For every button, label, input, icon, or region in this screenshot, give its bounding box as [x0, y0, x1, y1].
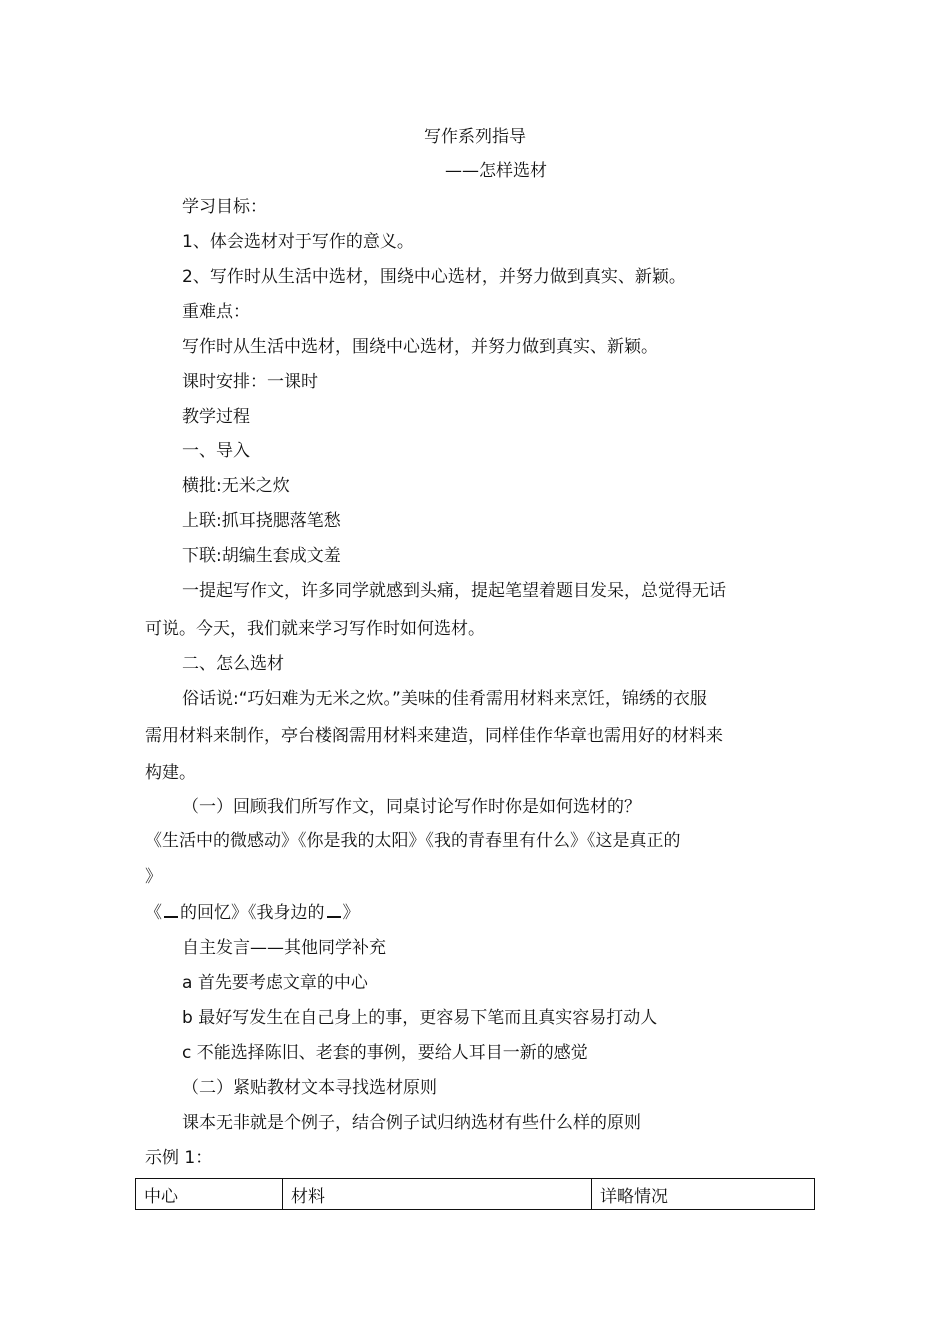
how-paragraph-line: 需用材料来制作，亭台楼阁需用材料来建造，同样佳作华章也需用好的材料来	[145, 726, 723, 746]
review-point-c: c 不能选择陈旧、老套的事例，要给人耳目一新的感觉	[182, 1043, 588, 1063]
intro-heading: 一、导入	[182, 441, 250, 461]
example-label: 示例 1：	[145, 1148, 213, 1168]
table-header-cell: 中心	[136, 1179, 283, 1210]
process-heading: 教学过程	[182, 407, 250, 427]
how-heading: 二、怎么选材	[182, 654, 284, 674]
key-points-text: 写作时从生活中选材，围绕中心选材，并努力做到真实、新颖。	[182, 337, 658, 357]
how-paragraph-line: 构建。	[145, 763, 196, 783]
title-fragment: 》	[342, 903, 360, 923]
example-table	[135, 1178, 815, 1210]
intro-paragraph-line: 可说。今天，我们就来学习写作时如何选材。	[145, 619, 485, 639]
table-header-cell: 材料	[283, 1179, 592, 1210]
review-point-b: b 最好写发生在自己身上的事，更容易下笔而且真实容易打动人	[182, 1008, 658, 1028]
title-fragment: 的回忆》《我身边的	[180, 903, 325, 923]
couplet-lower: 下联:胡编生套成文羞	[182, 546, 341, 566]
intro-paragraph-line: 一提起写作文，许多同学就感到头痛，提起笔望着题目发呆，总觉得无话	[182, 581, 726, 601]
discussion-text: 自主发言——其他同学补充	[182, 938, 386, 958]
key-points-heading: 重难点：	[182, 302, 250, 322]
document-title: 写作系列指导	[424, 127, 526, 147]
review-titles-line: 《生活中的微感动》《你是我的太阳》《我的青春里有什么》《这是真正的	[145, 831, 681, 851]
title-fragment: 《	[145, 903, 162, 923]
couplet-upper: 上联:抓耳挠腮落笔愁	[182, 511, 341, 531]
fill-blank	[164, 902, 178, 918]
review-titles-line: 》	[145, 867, 162, 887]
table-header-cell: 详略情况	[592, 1179, 815, 1210]
goal-item: 1、体会选材对于写作的意义。	[182, 232, 414, 252]
review-heading: （一）回顾我们所写作文，同桌讨论写作时你是如何选材的？	[182, 797, 641, 817]
textbook-text: 课本无非就是个例子，结合例子试归纳选材有些什么样的原则	[182, 1113, 641, 1133]
review-point-a: a 首先要考虑文章的中心	[182, 973, 368, 993]
table-header-row	[136, 1179, 815, 1210]
how-paragraph-line: 俗话说:“巧妇难为无米之炊。”美味的佳肴需用材料来烹饪，锦绣的衣服	[182, 689, 707, 709]
goal-item: 2、写作时从生活中选材，围绕中心选材，并努力做到真实、新颖。	[182, 267, 686, 287]
document-subtitle: ——怎样选材	[445, 161, 547, 181]
couplet-banner: 横批:无米之炊	[182, 476, 290, 496]
textbook-heading: （二）紧贴教材文本寻找选材原则	[182, 1078, 437, 1098]
fill-blank	[327, 902, 341, 918]
goals-heading: 学习目标：	[182, 197, 267, 217]
schedule-text: 课时安排：一课时	[182, 372, 318, 392]
review-titles-line	[145, 902, 360, 924]
